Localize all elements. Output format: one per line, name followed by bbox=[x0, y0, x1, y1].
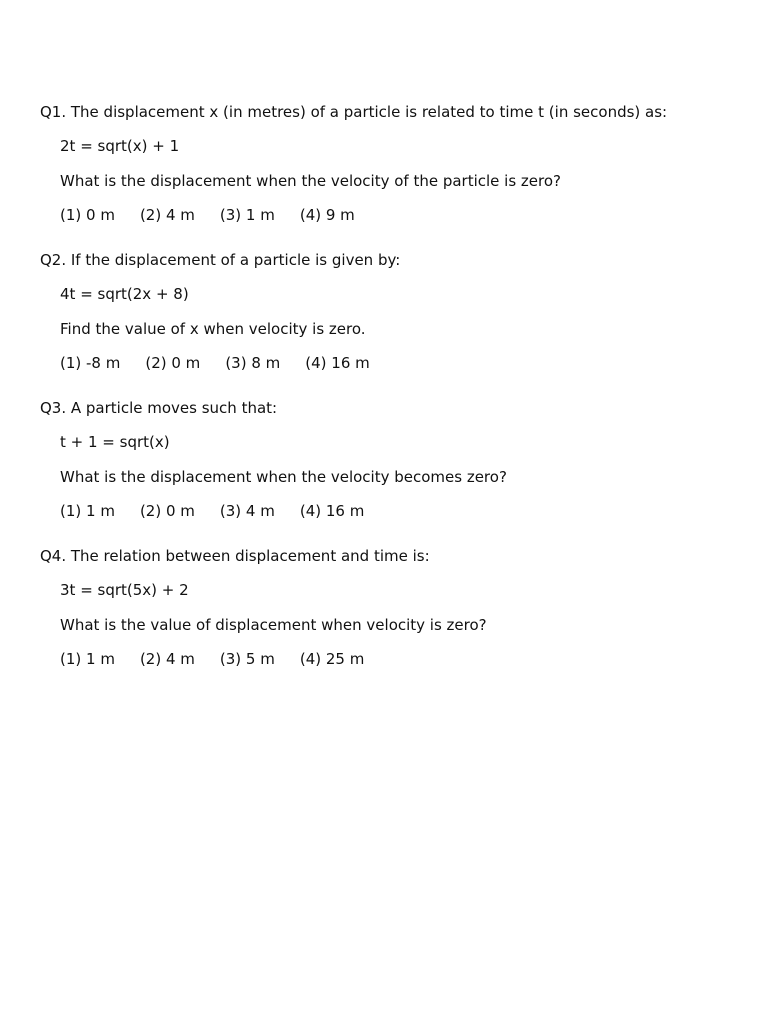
answer-option: (4) 9 m bbox=[299, 205, 355, 224]
answer-option: (4) 25 m bbox=[299, 649, 365, 668]
question-ask: What is the value of displacement when velocity is zero? bbox=[60, 615, 487, 634]
question-equation: 3t = sqrt(5x) + 2 bbox=[60, 581, 189, 600]
question-prompt: Q1. The displacement x (in metres) of a particle is related to time t (in seconds) as: bbox=[40, 103, 668, 121]
answer-option: (3) 5 m bbox=[219, 649, 275, 668]
question-4 bbox=[40, 549, 740, 686]
answer-option: (2) 4 m bbox=[139, 205, 195, 224]
question-ask: What is the displacement when the velocity of the particle is zero? bbox=[60, 171, 562, 190]
question-prompt: Q3. A particle moves such that: bbox=[40, 399, 278, 417]
question-equation: 2t = sqrt(x) + 1 bbox=[60, 137, 180, 156]
answer-options bbox=[40, 353, 740, 390]
answer-options bbox=[40, 205, 740, 242]
question-1 bbox=[40, 105, 740, 242]
answer-option: (1) 1 m bbox=[60, 501, 115, 520]
answer-options bbox=[40, 649, 740, 686]
question-ask: Find the value of x when velocity is zero. bbox=[60, 319, 366, 338]
answer-option: (1) 1 m bbox=[60, 649, 115, 668]
question-equation: t + 1 = sqrt(x) bbox=[60, 433, 170, 452]
question-2 bbox=[40, 253, 740, 390]
answer-option: (2) 0 m bbox=[145, 353, 201, 372]
answer-option: (3) 8 m bbox=[225, 353, 281, 372]
answer-option: (4) 16 m bbox=[305, 353, 370, 372]
answer-option: (2) 4 m bbox=[139, 649, 195, 668]
answer-option: (3) 1 m bbox=[219, 205, 275, 224]
answer-option: (3) 4 m bbox=[219, 501, 275, 520]
question-prompt: Q2. If the displacement of a particle is given by: bbox=[40, 251, 401, 269]
question-ask: What is the displacement when the velocity becomes zero? bbox=[60, 467, 507, 486]
question-3 bbox=[40, 401, 740, 538]
answer-option: (1) 0 m bbox=[60, 205, 115, 224]
answer-options bbox=[40, 501, 740, 538]
question-prompt: Q4. The relation between displacement and time is: bbox=[40, 547, 430, 565]
answer-option: (1) -8 m bbox=[60, 353, 121, 372]
question-equation: 4t = sqrt(2x + 8) bbox=[60, 285, 189, 304]
answer-option: (2) 0 m bbox=[139, 501, 195, 520]
answer-option: (4) 16 m bbox=[299, 501, 365, 520]
